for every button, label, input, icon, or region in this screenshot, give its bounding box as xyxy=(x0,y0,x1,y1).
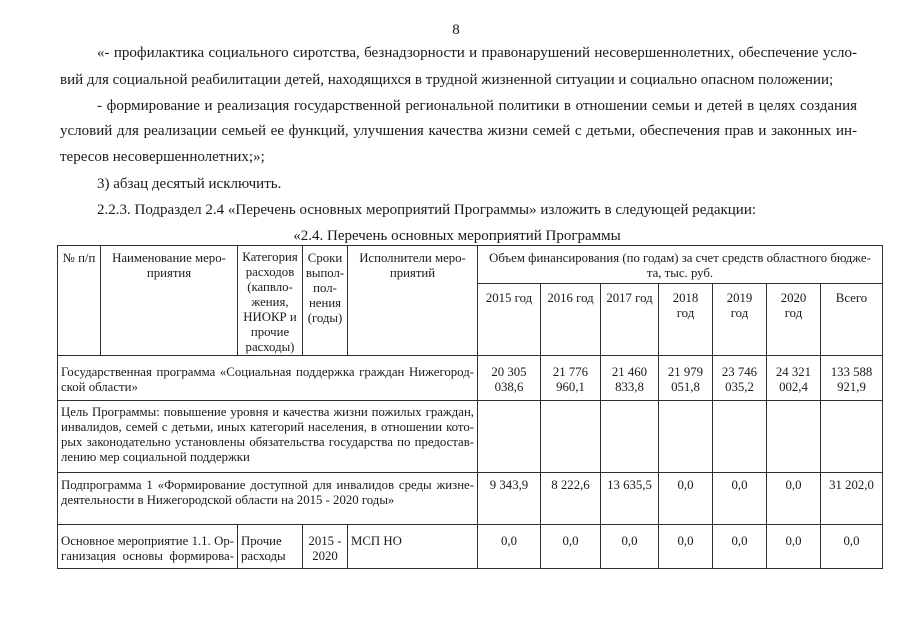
table-row xyxy=(58,401,883,473)
header-year-2016: 2016 год xyxy=(541,284,601,356)
measure-name-line: Основное мероприятие 1.1. Ор- xyxy=(61,534,234,548)
value-total: 31 202,0 xyxy=(821,473,883,525)
table-header-row xyxy=(58,246,883,284)
value-2018: 0,0 xyxy=(659,525,713,569)
value-2018: 0,0 xyxy=(659,473,713,525)
value-2017 xyxy=(601,401,659,473)
value-2020: 0,0 xyxy=(767,473,821,525)
table-row xyxy=(58,473,883,525)
paragraph-line: вий для социальной реабилитации детей, находящихся в трудной жизненной ситуации и социально опасном положении; xyxy=(60,72,834,88)
paragraph-line: - формирование и реализация государственной региональной политики в отношении семьи и детей в целях создания xyxy=(97,98,857,114)
header-year-2020: 2020 год xyxy=(767,284,821,356)
value-2015: 20 305 038,6 xyxy=(478,356,541,401)
row-label-line: Подпрограмма 1 «Формирование доступной для инвалидов среды жизне- xyxy=(61,478,474,492)
row-label xyxy=(58,473,478,525)
value-2020: 24 321 002,4 xyxy=(767,356,821,401)
paragraph-line: тересов несовершеннолетних;»; xyxy=(60,149,265,165)
paragraph-line: 3) абзац десятый исключить. xyxy=(97,176,282,192)
value-2019 xyxy=(713,401,767,473)
paragraph-line: 2.2.3. Подраздел 2.4 «Перечень основных мероприятий Программы» изложить в следующей редакции: xyxy=(97,202,757,218)
value-2015 xyxy=(478,401,541,473)
value-2018 xyxy=(659,401,713,473)
header-year-2019: 2019 год xyxy=(713,284,767,356)
measure-term: 2015 - 2020 xyxy=(303,525,348,569)
row-label-line: рых законодательно установлены обязательства государства по предостав- xyxy=(61,435,474,449)
value-2020 xyxy=(767,401,821,473)
measure-name xyxy=(58,525,238,569)
row-label-line: Государственная программа «Социальная поддержка граждан Нижегород- xyxy=(61,365,474,379)
value-2016: 21 776 960,1 xyxy=(541,356,601,401)
value-total xyxy=(821,401,883,473)
value-total: 0,0 xyxy=(821,525,883,569)
value-total: 133 588 921,9 xyxy=(821,356,883,401)
value-2015: 9 343,9 xyxy=(478,473,541,525)
header-category: Категория расходов (капвло- жения, НИОКР и прочие расходы) xyxy=(238,246,303,356)
measure-category: Прочие расходы xyxy=(238,525,303,569)
value-2016: 8 222,6 xyxy=(541,473,601,525)
row-label-line: лению мер социальной поддержки xyxy=(61,450,250,464)
value-2017: 13 635,5 xyxy=(601,473,659,525)
value-2019: 0,0 xyxy=(713,473,767,525)
header-term: Сроки выпол- пол- нения (годы) xyxy=(303,246,348,356)
value-2016 xyxy=(541,401,601,473)
header-year-2015: 2015 год xyxy=(478,284,541,356)
header-year-2018: 2018 год xyxy=(659,284,713,356)
measure-executor: МСП НО xyxy=(348,525,478,569)
value-2017: 0,0 xyxy=(601,525,659,569)
header-name: Наименование меро- приятия xyxy=(101,246,238,356)
paragraph-line: «- профилактика социального сиротства, безнадзорности и правонарушений несовершеннолетних, обеспечение усло- xyxy=(97,45,857,61)
table-title: «2.4. Перечень основных мероприятий Программы xyxy=(293,228,621,244)
page-number: 8 xyxy=(452,22,460,38)
header-year-2017: 2017 год xyxy=(601,284,659,356)
value-2016: 0,0 xyxy=(541,525,601,569)
header-total: Всего xyxy=(821,284,883,356)
row-label-line: инвалидов, семей с детьми, иных категорий населения, в отношении кото- xyxy=(61,420,474,434)
row-label-line: Цель Программы: повышение уровня и качества жизни пожилых граждан, xyxy=(61,405,474,419)
header-executors: Исполнители меро- приятий xyxy=(348,246,478,356)
measure-name-line: ганизация основы формирова- xyxy=(61,549,234,563)
table-row xyxy=(58,525,883,569)
table-row xyxy=(58,356,883,401)
value-2018: 21 979 051,8 xyxy=(659,356,713,401)
value-2015: 0,0 xyxy=(478,525,541,569)
row-label-line: деятельности в Нижегородской области на 2015 - 2020 годы» xyxy=(61,493,395,507)
header-funding: Объем финансирования (по годам) за счет средств областного бюдже- та, тыс. руб. xyxy=(478,246,883,284)
value-2019: 0,0 xyxy=(713,525,767,569)
measures-table xyxy=(57,245,883,569)
value-2017: 21 460 833,8 xyxy=(601,356,659,401)
paragraph-line: условий для реализации семьей ее функций, улучшения качества жизни семей с детьми, обеспечения прав и законных ин- xyxy=(60,123,857,139)
row-label xyxy=(58,356,478,401)
value-2020: 0,0 xyxy=(767,525,821,569)
value-2019: 23 746 035,2 xyxy=(713,356,767,401)
row-label xyxy=(58,401,478,473)
header-number: № п/п xyxy=(58,246,101,356)
row-label-line: ской области» xyxy=(61,380,138,394)
